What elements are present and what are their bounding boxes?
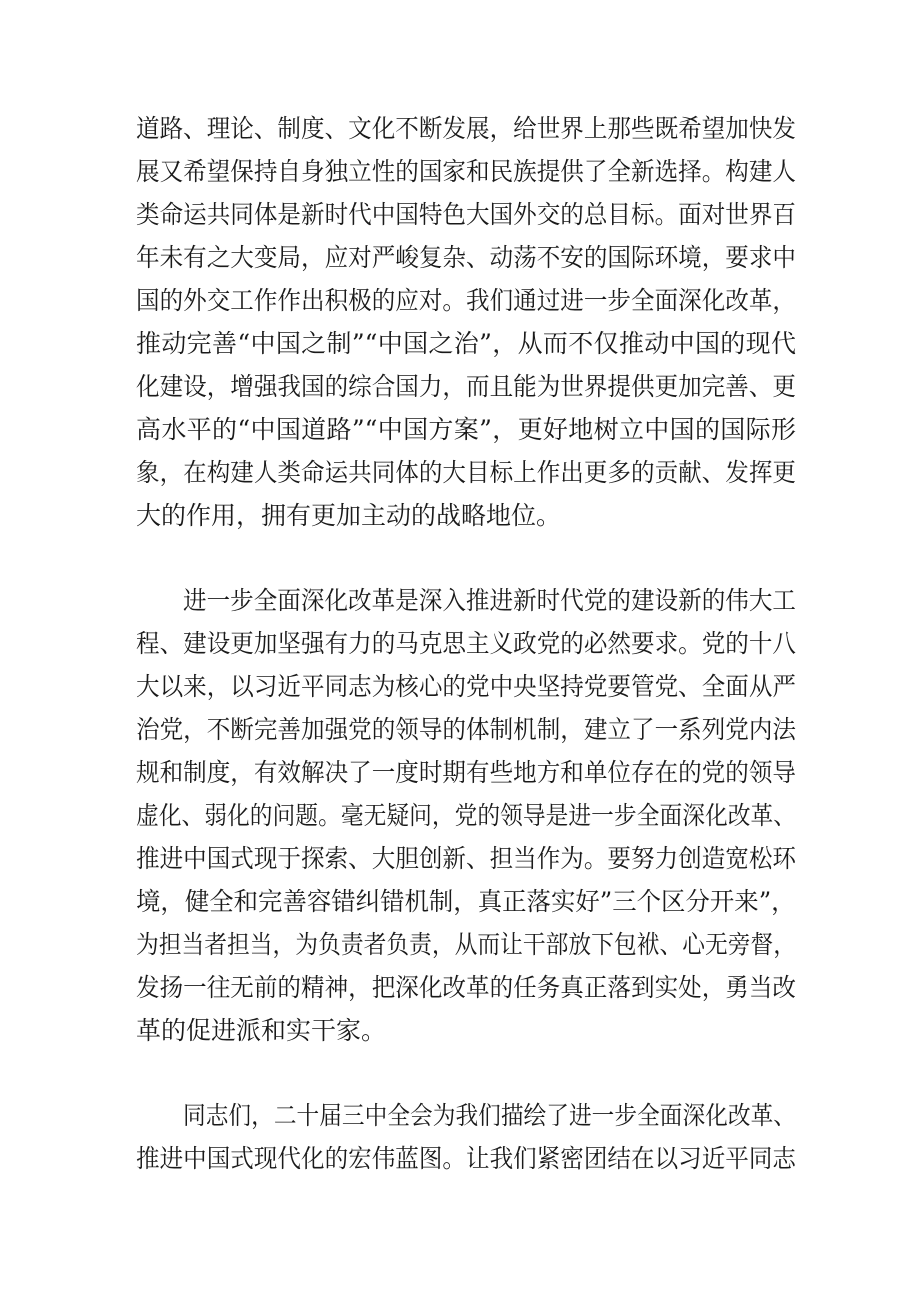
text-line: 类命运共同体是新时代中国特色大国外交的总目标。面对世界百 [136,200,796,229]
text-line: 道路、理论、制度、文化不断发展，给世界上那些既希望加快发 [136,114,796,143]
text-line: 高水平的“中国道路”“中国方案”，更好地树立中国的国际形 [136,415,796,444]
text-line: 象，在构建人类命运共同体的大目标上作出更多的贡献、发挥更 [136,458,796,487]
text-line: 展又希望保持自身独立性的国家和民族提供了全新选择。构建人 [136,157,796,186]
text-line: 进一步全面深化改革是深入推进新时代党的建设新的伟大工 [183,586,796,615]
text-line: 大的作用，拥有更加主动的战略地位。 [136,501,562,530]
text-line: 同志们，二十届三中全会为我们描绘了进一步全面深化改革、 [183,1101,796,1130]
text-line: 发扬一往无前的精神，把深化改革的任务真正落到实处，勇当改 [136,973,796,1002]
text-line: 推进中国式现代化的宏伟蓝图。让我们紧密团结在以习近平同志 [136,1144,796,1173]
text-line: 革的促进派和实干家。 [136,1016,387,1045]
text-line: 大以来，以习近平同志为核心的党中央坚持党要管党、全面从严 [136,672,796,701]
text-line: 境，健全和完善容错纠错机制，真正落实好”三个区分开来”， [136,887,796,916]
text-line: 推动完善“中国之制”“中国之治”，从而不仅推动中国的现代 [136,329,796,358]
text-line: 国的外交工作作出积极的应对。我们通过进一步全面深化改革， [136,286,796,315]
text-line: 年未有之大变局，应对严峻复杂、动荡不安的国际环境，要求中 [136,243,796,272]
text-line: 规和制度，有效解决了一度时期有些地方和单位存在的党的领导 [136,758,796,787]
text-line: 推进中国式现于探索、大胆创新、担当作为。要努力创造宽松环 [136,844,796,873]
text-line: 为担当者担当，为负责者负责，从而让干部放下包袱、心无旁督， [136,930,796,959]
text-line: 虚化、弱化的问题。毫无疑问，党的领导是进一步全面深化改革、 [136,801,796,830]
text-line: 程、建设更加坚强有力的马克思主义政党的必然要求。党的十八 [136,629,796,658]
text-line: 治党，不断完善加强党的领导的体制机制，建立了一系列党内法 [136,715,796,744]
text-line: 化建设，增强我国的综合国力，而且能为世界提供更加完善、更 [136,372,796,401]
